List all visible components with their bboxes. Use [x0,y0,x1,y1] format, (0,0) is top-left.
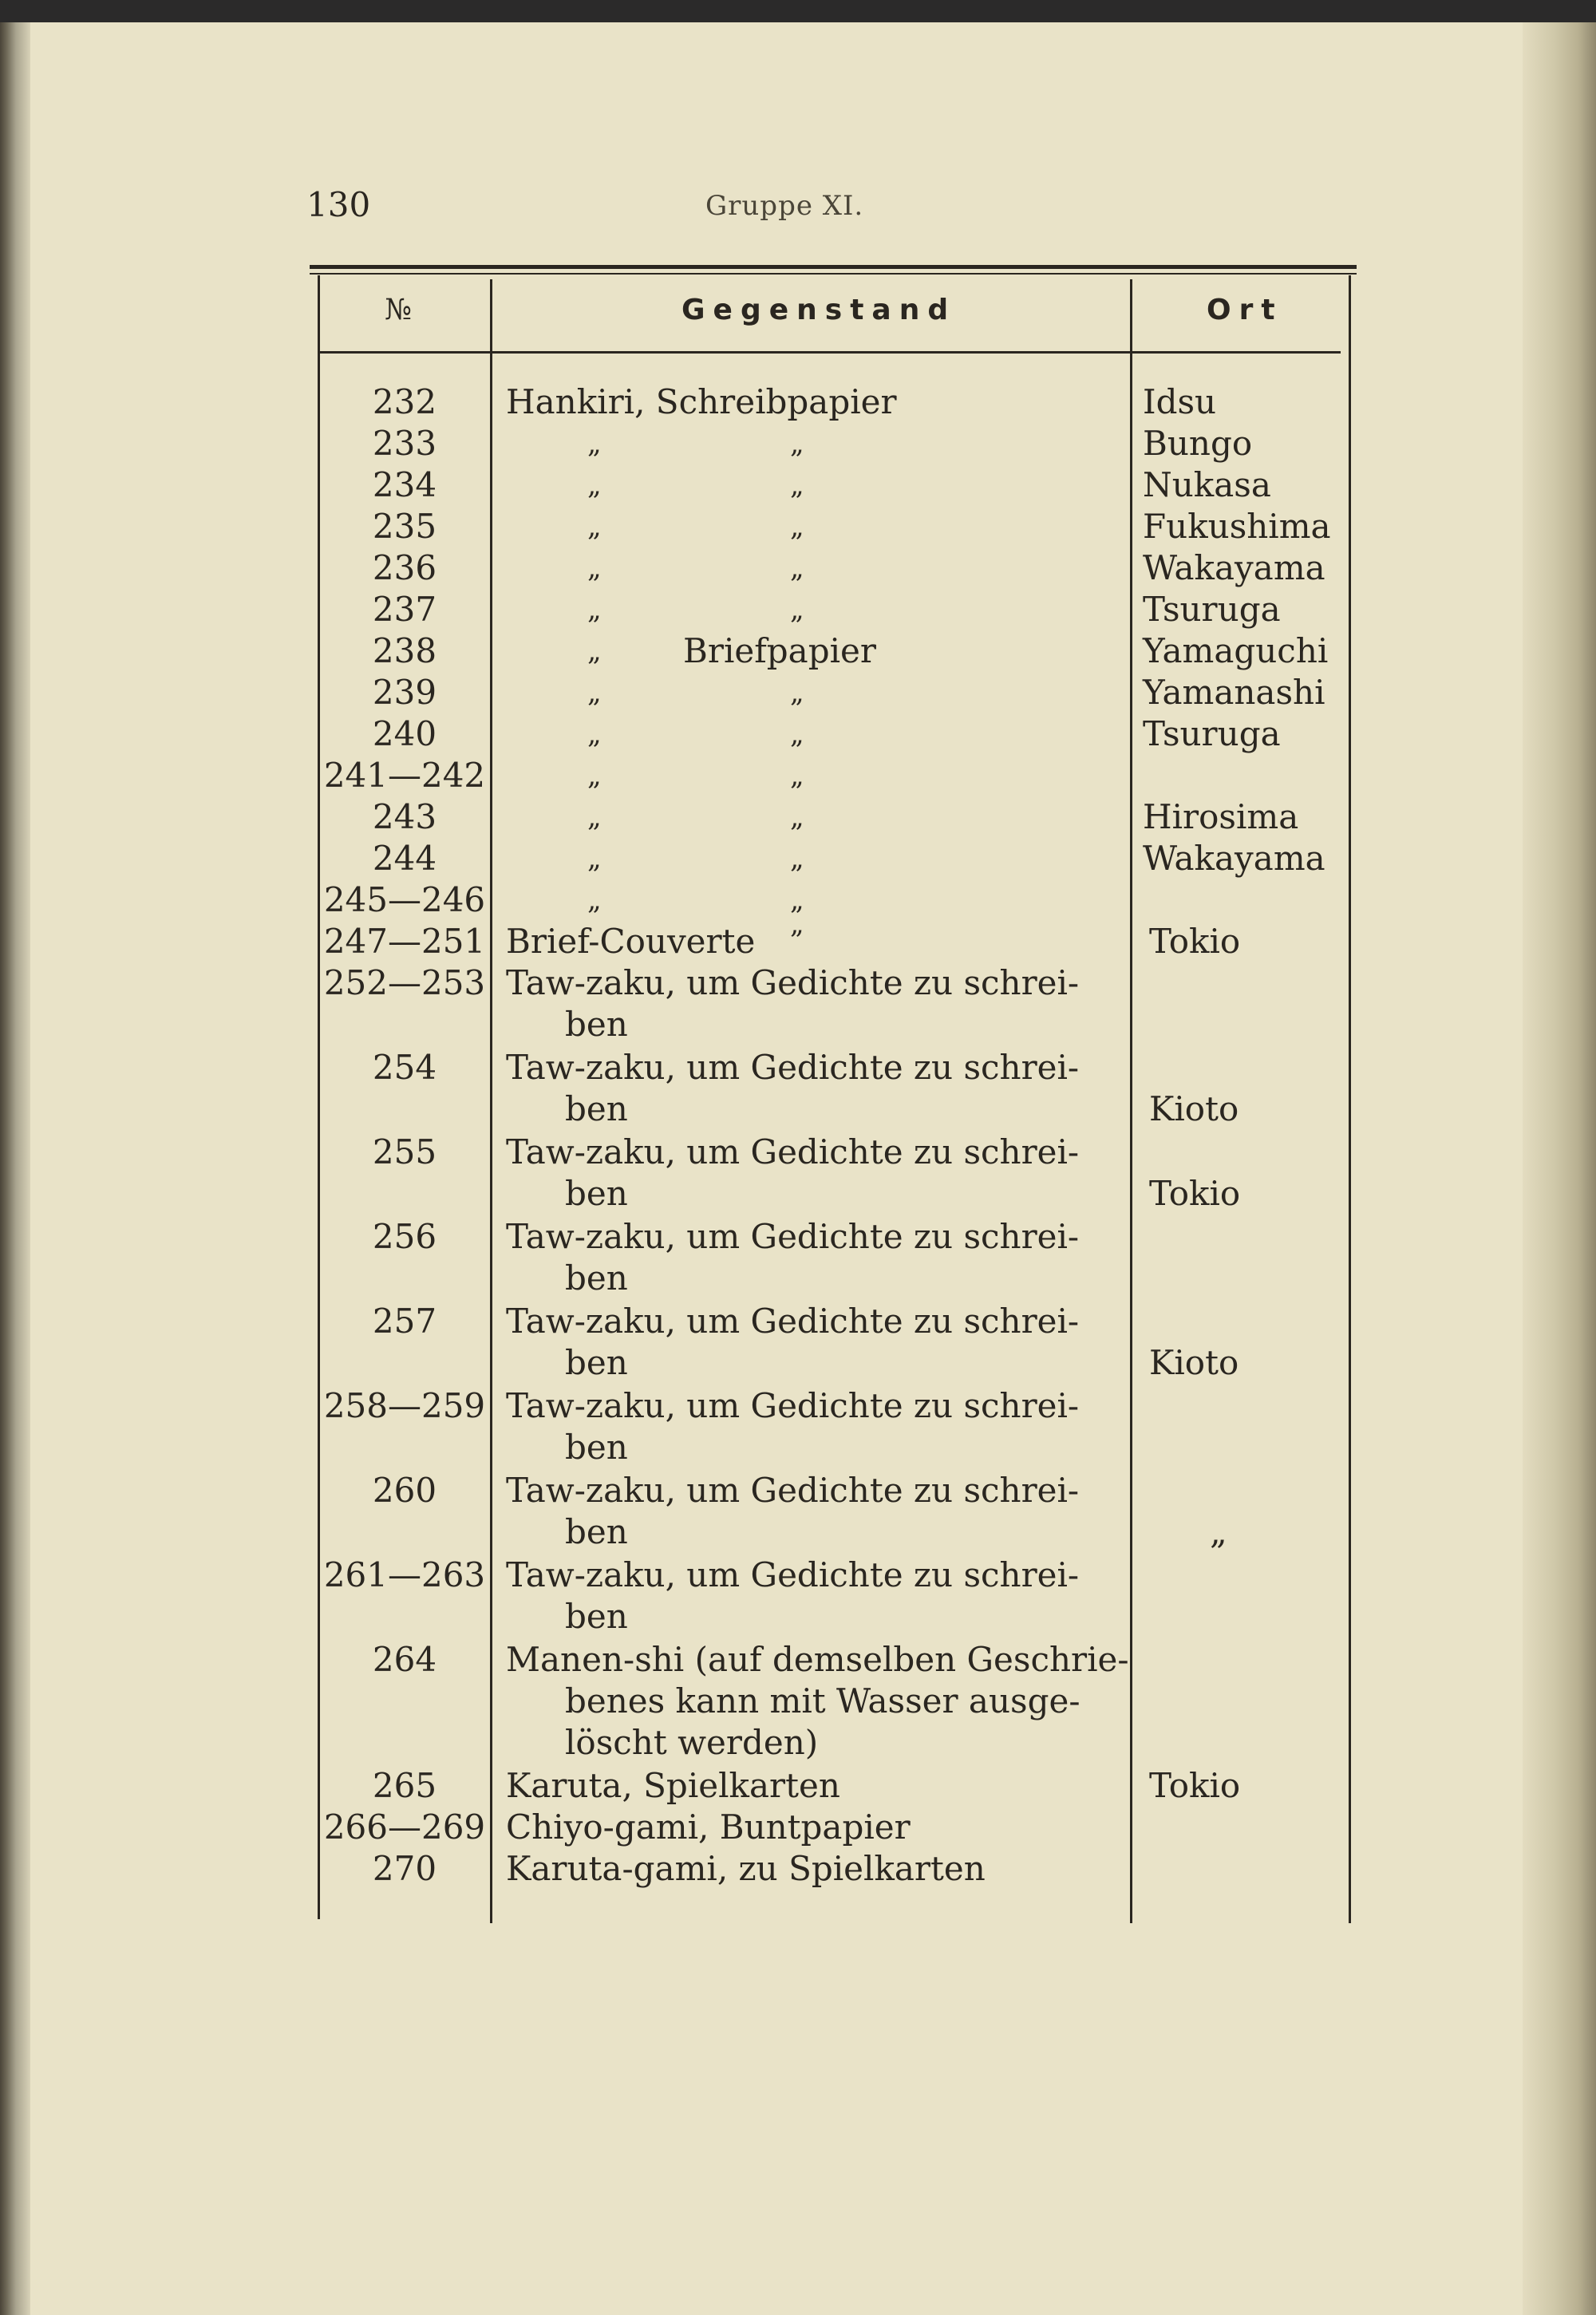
header-number: № [385,294,413,326]
table-row [0,1807,1596,1848]
row-ort: Kioto [1149,1089,1239,1128]
table-top-rule [310,265,1357,269]
table-row [0,1342,1596,1384]
header-ort: Ort [1207,294,1283,326]
ditto-mark: „ [790,677,804,709]
ditto-mark: „ [587,677,602,709]
table-row [0,908,1596,962]
table-row [0,1765,1596,1807]
table-row [0,1258,1596,1299]
page-number: 130 [306,185,371,224]
table-row [0,1301,1596,1342]
row-number: 252—253 [323,963,486,1002]
table-row [0,796,1596,838]
row-number: 244 [372,839,437,878]
ditto-mark: „ [587,469,602,501]
row-ort: Tokio [1149,1766,1241,1805]
row-number: 261—263 [323,1555,486,1594]
table-row [0,630,1596,672]
table-row [0,1511,1596,1553]
row-number: 260 [372,1471,437,1510]
row-ort: Tokio [1149,1174,1241,1213]
row-gegenstand: Taw-zaku, um Gedichte zu schrei- [506,1471,1080,1510]
table-row [0,1722,1596,1764]
row-gegenstand: Taw-zaku, um Gedichte zu schrei- [506,1048,1080,1087]
row-gegenstand: Taw-zaku, um Gedichte zu schrei- [506,1302,1080,1341]
row-gegenstand: ben [565,1258,628,1298]
row-gegenstand: Briefpapier [683,631,876,670]
row-ort: „ [1210,1512,1227,1551]
row-number: 235 [372,507,437,546]
row-ort: Tsuruga [1143,590,1281,629]
row-ort: Wakayama [1143,548,1325,587]
row-gegenstand: Hankiri, Schreibpapier [506,382,897,421]
table-row [0,1681,1596,1722]
row-number: 241—242 [323,756,486,795]
row-ort: Tsuruga [1143,714,1281,753]
ditto-mark: „ [587,801,602,833]
table-row [0,1132,1596,1173]
ditto-mark: „ [790,594,804,626]
row-number: 233 [372,424,437,463]
row-number: 237 [372,590,437,629]
table-header-rule [319,351,1341,354]
table-row [0,755,1596,796]
table-row [0,962,1596,1004]
ditto-mark: „ [790,469,804,501]
ditto-mark: „ [790,908,804,940]
row-number: 232 [372,382,437,421]
row-ort: Yamaguchi [1143,631,1329,670]
row-gegenstand: benes kann mit Wasser ausge- [565,1681,1080,1720]
row-gegenstand: Brief-Couverte [506,922,756,961]
ditto-mark: „ [790,801,804,833]
ditto-mark: „ [790,428,804,460]
row-gegenstand: Taw-zaku, um Gedichte zu schrei- [506,1217,1080,1256]
ditto-mark: „ [587,635,602,667]
table-row [0,381,1596,423]
row-ort: Yamanashi [1143,673,1325,712]
row-ort: Fukushima [1143,507,1331,546]
row-gegenstand: löscht werden) [565,1723,819,1762]
ditto-mark: „ [587,718,602,750]
ditto-mark: „ [790,552,804,584]
table-row [0,547,1596,589]
row-gegenstand: ben [565,1512,628,1551]
running-head: Gruppe XI. [705,190,864,222]
row-gegenstand: ben [565,1174,628,1213]
row-number: 266—269 [323,1807,486,1847]
row-gegenstand: ben [565,1089,628,1128]
ditto-mark: „ [587,428,602,460]
ditto-mark: „ [790,511,804,543]
table-row [0,1173,1596,1215]
row-number: 258—259 [323,1386,486,1425]
row-number: 234 [372,465,437,504]
row-ort: Wakayama [1143,839,1325,878]
row-ort: Bungo [1143,424,1253,463]
row-ort: Kioto [1149,1343,1239,1382]
table-row [0,1639,1596,1681]
table-row [0,1596,1596,1637]
table-row [0,838,1596,879]
row-ort: Nukasa [1143,465,1271,504]
row-number: 254 [372,1048,437,1087]
ditto-mark: „ [790,760,804,792]
table-row [0,506,1596,547]
row-gegenstand: Taw-zaku, um Gedichte zu schrei- [506,1386,1080,1425]
table-row [0,589,1596,630]
row-number: 256 [372,1217,437,1256]
row-ort: Tokio [1149,922,1241,961]
row-number: 240 [372,714,437,753]
ditto-mark: „ [790,718,804,750]
table-row [0,423,1596,464]
row-number: 257 [372,1302,437,1341]
table-top-rule-thin [310,273,1357,275]
table-row [0,1555,1596,1596]
row-number: 236 [372,548,437,587]
row-number: 238 [372,631,437,670]
row-number: 243 [372,797,437,836]
table-row [0,713,1596,755]
ditto-mark: „ [790,884,804,916]
header-gegenstand: Gegenstand [681,294,957,326]
row-gegenstand: ben [565,1597,628,1636]
row-number: 270 [372,1849,437,1888]
table-row [0,1848,1596,1890]
row-number: 239 [372,673,437,712]
row-ort: Idsu [1143,382,1217,421]
row-gegenstand: Chiyo-gami, Buntpapier [506,1807,911,1847]
ditto-mark: „ [587,511,602,543]
row-gegenstand: ben [565,1428,628,1467]
row-gegenstand: Karuta, Spielkarten [506,1766,840,1805]
row-gegenstand: Taw-zaku, um Gedichte zu schrei- [506,1555,1080,1594]
ditto-mark: „ [587,884,602,916]
table-row [0,1088,1596,1130]
table-row [0,1427,1596,1468]
row-gegenstand: Karuta-gami, zu Spielkarten [506,1849,986,1888]
row-number: 255 [372,1132,437,1171]
table-row [0,1470,1596,1511]
row-gegenstand: Manen-shi (auf demselben Geschrie- [506,1640,1129,1679]
row-gegenstand: ben [565,1343,628,1382]
ditto-mark: „ [587,594,602,626]
row-number: 245—246 [323,880,486,919]
ditto-mark: „ [587,843,602,875]
row-gegenstand: ben [565,1005,628,1044]
row-number: 247—251 [323,922,486,961]
table-row [0,1385,1596,1427]
table-row [0,1004,1596,1045]
table-row [0,672,1596,713]
ditto-mark: „ [587,760,602,792]
row-number: 264 [372,1640,437,1679]
row-ort: Hirosima [1143,797,1299,836]
table-row [0,464,1596,506]
row-gegenstand: Taw-zaku, um Gedichte zu schrei- [506,963,1080,1002]
table-row [0,1047,1596,1088]
row-gegenstand: Taw-zaku, um Gedichte zu schrei- [506,1132,1080,1171]
table-row [0,1216,1596,1258]
ditto-mark: „ [587,552,602,584]
row-number: 265 [372,1766,437,1805]
ditto-mark: „ [790,843,804,875]
